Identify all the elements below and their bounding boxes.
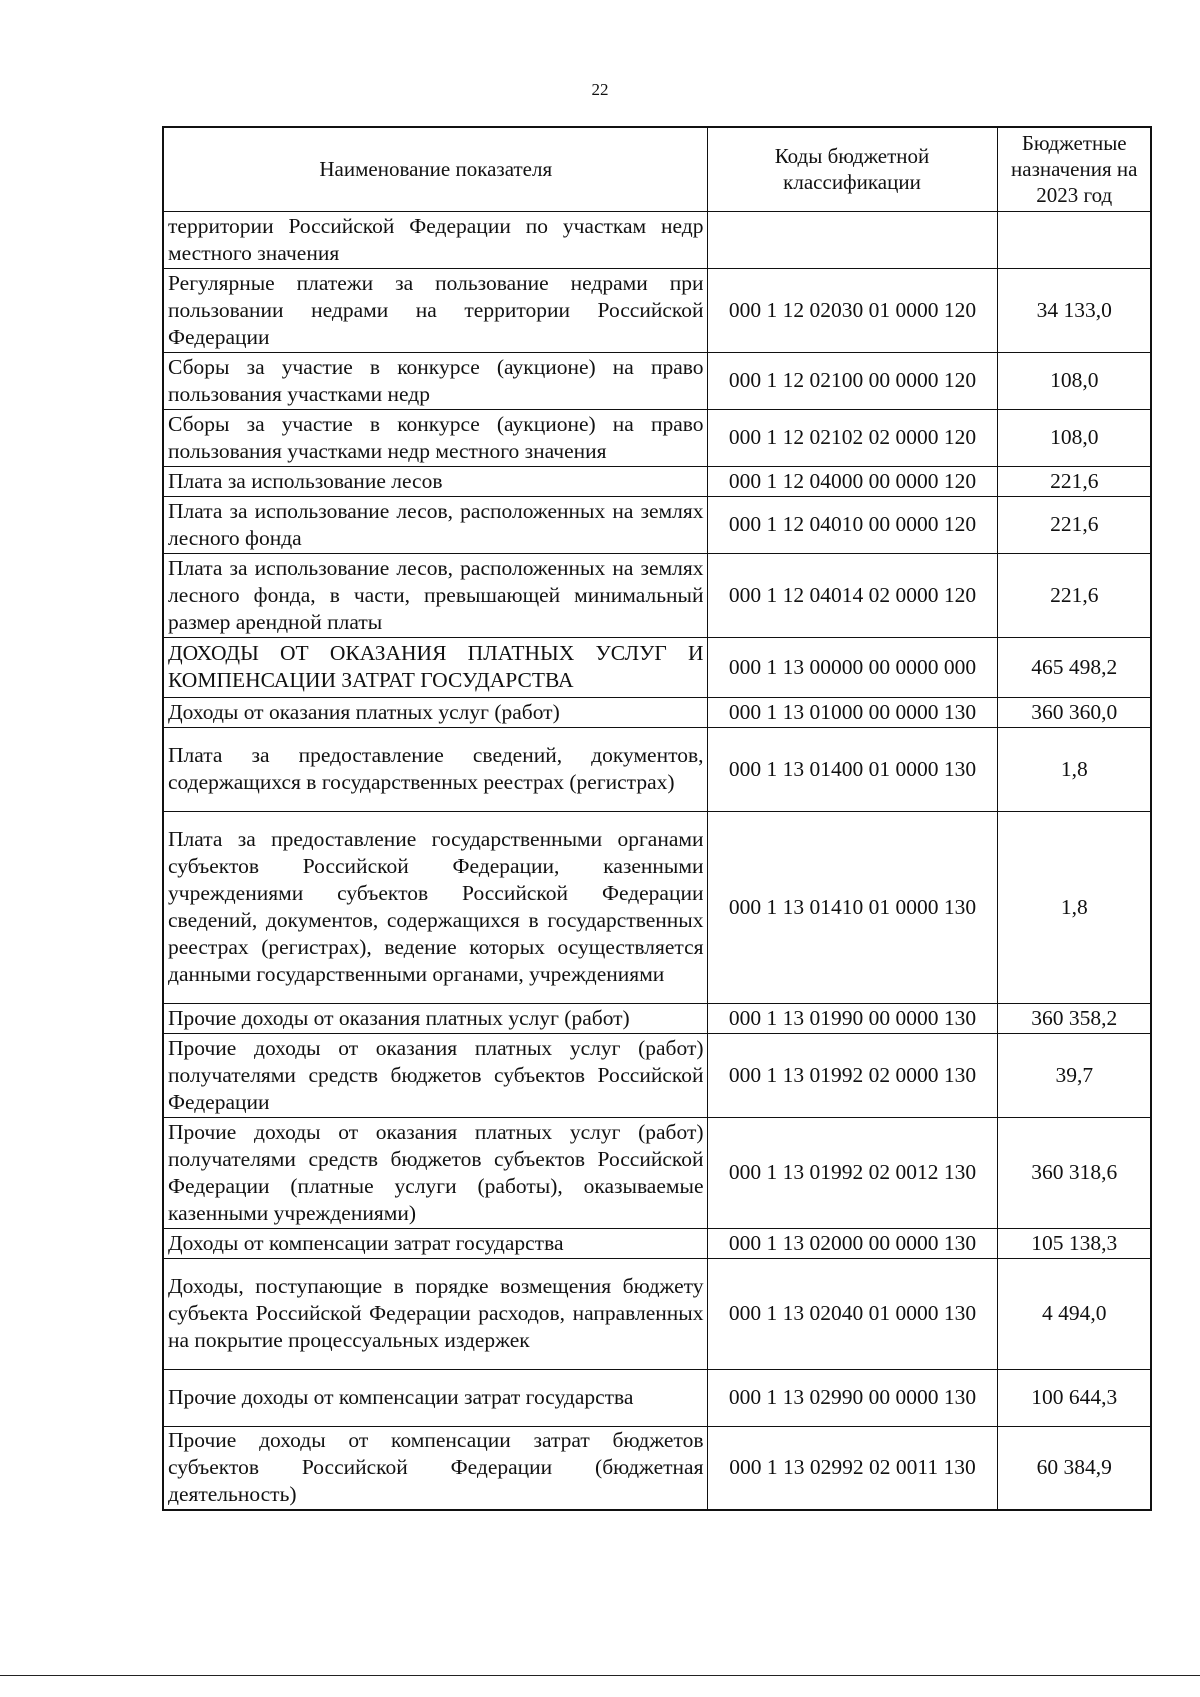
row-code: 000 1 12 02030 01 0000 120 (707, 268, 997, 352)
row-code: 000 1 13 02040 01 0000 130 (707, 1258, 997, 1369)
row-amount: 4 494,0 (997, 1258, 1151, 1369)
table-row (163, 1369, 1151, 1426)
row-code: 000 1 13 02000 00 0000 130 (707, 1228, 997, 1258)
row-name: Плата за использование лесов (163, 466, 707, 496)
row-name: Плата за предоставление государственными органами субъектов Российской Федерации, казенными учреждениями субъектов Российской Федерации сведений, документов, содержащихся в государственных реестрах (регистрах), ведение которых осуществляется данными государственными органами, учреждениями (163, 811, 707, 1003)
header-classification-codes: Коды бюджетной классификации (707, 127, 997, 211)
row-amount: 108,0 (997, 352, 1151, 409)
table-row-section-header (163, 637, 1151, 697)
row-name: Плата за предоставление сведений, документов, содержащихся в государственных реестрах (регистрах) (163, 727, 707, 811)
row-amount: 360 318,6 (997, 1117, 1151, 1228)
row-amount: 1,8 (997, 811, 1151, 1003)
row-amount: 60 384,9 (997, 1426, 1151, 1510)
table-row (163, 409, 1151, 466)
row-amount: 39,7 (997, 1033, 1151, 1117)
row-code: 000 1 12 04014 02 0000 120 (707, 553, 997, 637)
row-code: 000 1 13 01410 01 0000 130 (707, 811, 997, 1003)
row-code: 000 1 13 01990 00 0000 130 (707, 1003, 997, 1033)
row-code: 000 1 13 01400 01 0000 130 (707, 727, 997, 811)
page-number: 22 (591, 80, 609, 99)
row-name: Плата за использование лесов, расположенных на землях лесного фонда (163, 496, 707, 553)
row-amount: 221,6 (997, 496, 1151, 553)
row-name: Сборы за участие в конкурсе (аукционе) на право пользования участками недр (163, 352, 707, 409)
row-amount: 108,0 (997, 409, 1151, 466)
table-row (163, 268, 1151, 352)
row-amount: 360 358,2 (997, 1003, 1151, 1033)
row-amount (997, 211, 1151, 268)
row-code: 000 1 13 01992 02 0000 130 (707, 1033, 997, 1117)
table-row (163, 466, 1151, 496)
table-row (163, 811, 1151, 1003)
table-row (163, 1228, 1151, 1258)
budget-revenue-table (162, 126, 1152, 1511)
row-name: Плата за использование лесов, расположенных на землях лесного фонда, в части, превышающей минимальный размер арендной платы (163, 553, 707, 637)
row-amount: 221,6 (997, 553, 1151, 637)
table-row (163, 1003, 1151, 1033)
row-code: 000 1 12 04010 00 0000 120 (707, 496, 997, 553)
row-code: 000 1 12 02100 00 0000 120 (707, 352, 997, 409)
row-code: 000 1 13 02990 00 0000 130 (707, 1369, 997, 1426)
row-name: Сборы за участие в конкурсе (аукционе) на право пользования участками недр местного значения (163, 409, 707, 466)
table-row (163, 727, 1151, 811)
table-header-row (163, 127, 1151, 211)
table-row (163, 1258, 1151, 1369)
table-row (163, 1033, 1151, 1117)
row-amount: 105 138,3 (997, 1228, 1151, 1258)
table-row (163, 211, 1151, 268)
table-row (163, 496, 1151, 553)
row-name: ДОХОДЫ ОТ ОКАЗАНИЯ ПЛАТНЫХ УСЛУГ И КОМПЕНСАЦИИ ЗАТРАТ ГОСУДАРСТВА (163, 637, 707, 697)
row-name: Прочие доходы от оказания платных услуг (работ) получателями средств бюджетов субъектов Российской Федерации (платные услуги (работы), оказываемые казенными учреждениями) (163, 1117, 707, 1228)
header-indicator-name: Наименование показателя (163, 127, 707, 211)
row-amount: 360 360,0 (997, 697, 1151, 727)
row-code: 000 1 13 00000 00 0000 000 (707, 637, 997, 697)
row-name: Прочие доходы от компенсации затрат бюджетов субъектов Российской Федерации (бюджетная деятельность) (163, 1426, 707, 1510)
table-row (163, 1426, 1151, 1510)
row-name: Прочие доходы от оказания платных услуг (работ) (163, 1003, 707, 1033)
row-name: Доходы, поступающие в порядке возмещения бюджету субъекта Российской Федерации расходов, направленных на покрытие процессуальных издержек (163, 1258, 707, 1369)
row-name: территории Российской Федерации по участкам недр местного значения (163, 211, 707, 268)
row-name: Регулярные платежи за пользование недрами при пользовании недрами на территории Российской Федерации (163, 268, 707, 352)
row-code: 000 1 12 02102 02 0000 120 (707, 409, 997, 466)
row-amount: 465 498,2 (997, 637, 1151, 697)
row-name: Прочие доходы от оказания платных услуг (работ) получателями средств бюджетов субъектов Российской Федерации (163, 1033, 707, 1117)
table-row (163, 553, 1151, 637)
table-row (163, 697, 1151, 727)
row-code: 000 1 13 01992 02 0012 130 (707, 1117, 997, 1228)
row-name: Прочие доходы от компенсации затрат государства (163, 1369, 707, 1426)
header-budget-assignment: Бюджетные назначения на 2023 год (997, 127, 1151, 211)
row-amount: 221,6 (997, 466, 1151, 496)
row-code: 000 1 13 01000 00 0000 130 (707, 697, 997, 727)
table-row (163, 1117, 1151, 1228)
row-name: Доходы от оказания платных услуг (работ) (163, 697, 707, 727)
row-name: Доходы от компенсации затрат государства (163, 1228, 707, 1258)
row-amount: 1,8 (997, 727, 1151, 811)
row-amount: 100 644,3 (997, 1369, 1151, 1426)
table-row (163, 352, 1151, 409)
row-code: 000 1 12 04000 00 0000 120 (707, 466, 997, 496)
bottom-edge-line (0, 1675, 1200, 1676)
row-code: 000 1 13 02992 02 0011 130 (707, 1426, 997, 1510)
row-code (707, 211, 997, 268)
row-amount: 34 133,0 (997, 268, 1151, 352)
